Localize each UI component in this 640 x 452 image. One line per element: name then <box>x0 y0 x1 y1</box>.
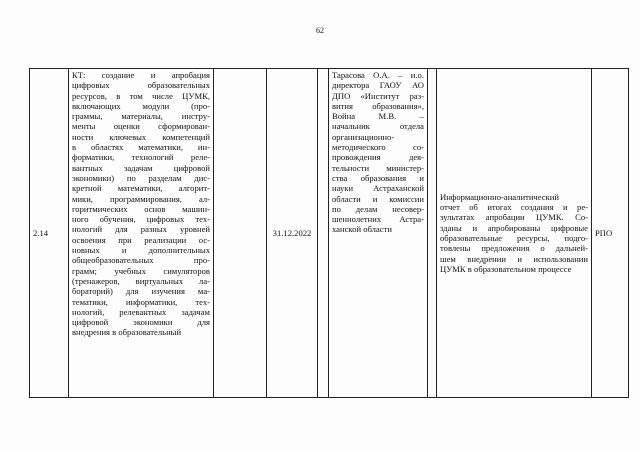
result-line: Информационно-аналитический <box>440 191 559 202</box>
description-line: грамм; учебных симуляторов <box>72 265 210 276</box>
result-line: образовательные ресурсы, подго- <box>440 233 588 243</box>
description-text <box>72 70 210 338</box>
responsible-line: ства образования и <box>332 172 424 183</box>
description-line: тематики, информатики, тех- <box>72 296 210 307</box>
description-line: горитмических основ машин- <box>72 203 210 214</box>
result-line: шем внедрении и использовании <box>440 253 588 264</box>
responsible-line: ханской области <box>332 224 392 235</box>
responsible-line: по делам несовер- <box>332 203 424 214</box>
result-line: ЦУМК в образовательном процессе <box>440 263 572 274</box>
description-line: ресурсов, в том числе ЦУМК, <box>72 90 210 101</box>
description-line: форматики, технологий реле- <box>72 152 210 163</box>
responsible-line: области и комиссии <box>332 193 424 204</box>
description-line: мики, программирования, ал- <box>72 193 210 204</box>
table-row <box>30 69 629 398</box>
empty-cell <box>214 69 267 398</box>
description-line: нологий, релевантных задачам <box>72 306 210 317</box>
description-line: менты оценки сформирован- <box>72 121 210 132</box>
responsible-line: шеннолетних Астра- <box>332 214 424 225</box>
responsible-cell <box>329 69 428 398</box>
responsible-line: науки Астраханской <box>332 183 424 194</box>
description-line: кретной математики, алгорит- <box>72 183 210 194</box>
page-number: 62 <box>316 26 324 35</box>
description-line: вантных задачам цифровой <box>72 162 210 173</box>
responsible-line: методического со- <box>332 142 424 153</box>
description-line: нологий для разных уровней <box>72 224 210 235</box>
description-line: общеобразовательных про- <box>72 255 210 266</box>
responsible-line: Война М.В. – <box>332 111 424 122</box>
result-line: зданы и апробированы цифровые <box>440 222 588 233</box>
description-line: в областях математики, ин- <box>72 142 210 153</box>
code-cell: РПО <box>592 69 629 398</box>
result-line: отчет об итогах создания и ре- <box>440 202 588 213</box>
result-line: зультатах апробации ЦУМК. Со- <box>440 212 588 223</box>
responsible-line: провождения дея- <box>332 152 424 163</box>
result-text <box>440 192 588 274</box>
description-line: цифровой экономики для <box>72 317 210 328</box>
responsible-line: начальник отдела <box>332 121 424 132</box>
description-line: освоения при реализации ос- <box>72 234 210 245</box>
responsible-line: тельности министер- <box>332 162 424 173</box>
description-line: цифровых образовательных <box>72 80 210 91</box>
description-line: экономики) по разделам дис- <box>72 172 210 183</box>
responsible-line: Тарасова О.А. – и.о. <box>332 70 424 80</box>
responsible-line: вития образования», <box>332 100 424 111</box>
responsible-line: директора ГАОУ АО <box>332 80 424 91</box>
description-line: включающих модули (про- <box>72 100 210 111</box>
responsible-line: организационно- <box>332 131 395 142</box>
responsible-line: ДПО «Институт раз- <box>332 90 424 101</box>
description-line: ности ключевых компетенций <box>72 131 210 142</box>
description-line: новных и дополнительных <box>72 245 210 256</box>
description-line: КТ: создание и апробация <box>72 70 210 80</box>
description-line: ного обучения, цифровых тех- <box>72 214 210 225</box>
result-line: товлены предложения о дальней- <box>440 243 588 254</box>
description-line: граммы, материалы, инстру- <box>72 111 210 122</box>
description-cell <box>69 69 214 398</box>
plan-table <box>29 68 629 398</box>
deadline-cell: 31.12.2022 <box>267 69 318 398</box>
row-number-cell: 2.14 <box>30 69 69 398</box>
empty-cell <box>428 69 437 398</box>
responsible-text <box>332 70 424 235</box>
description-line: бораторий) для изучения ма- <box>72 286 210 297</box>
empty-cell <box>318 69 329 398</box>
result-cell <box>437 69 592 398</box>
description-line: (тренажеров, виртуальных ла- <box>72 275 210 286</box>
description-line: внедрения в образовательный <box>72 327 182 338</box>
